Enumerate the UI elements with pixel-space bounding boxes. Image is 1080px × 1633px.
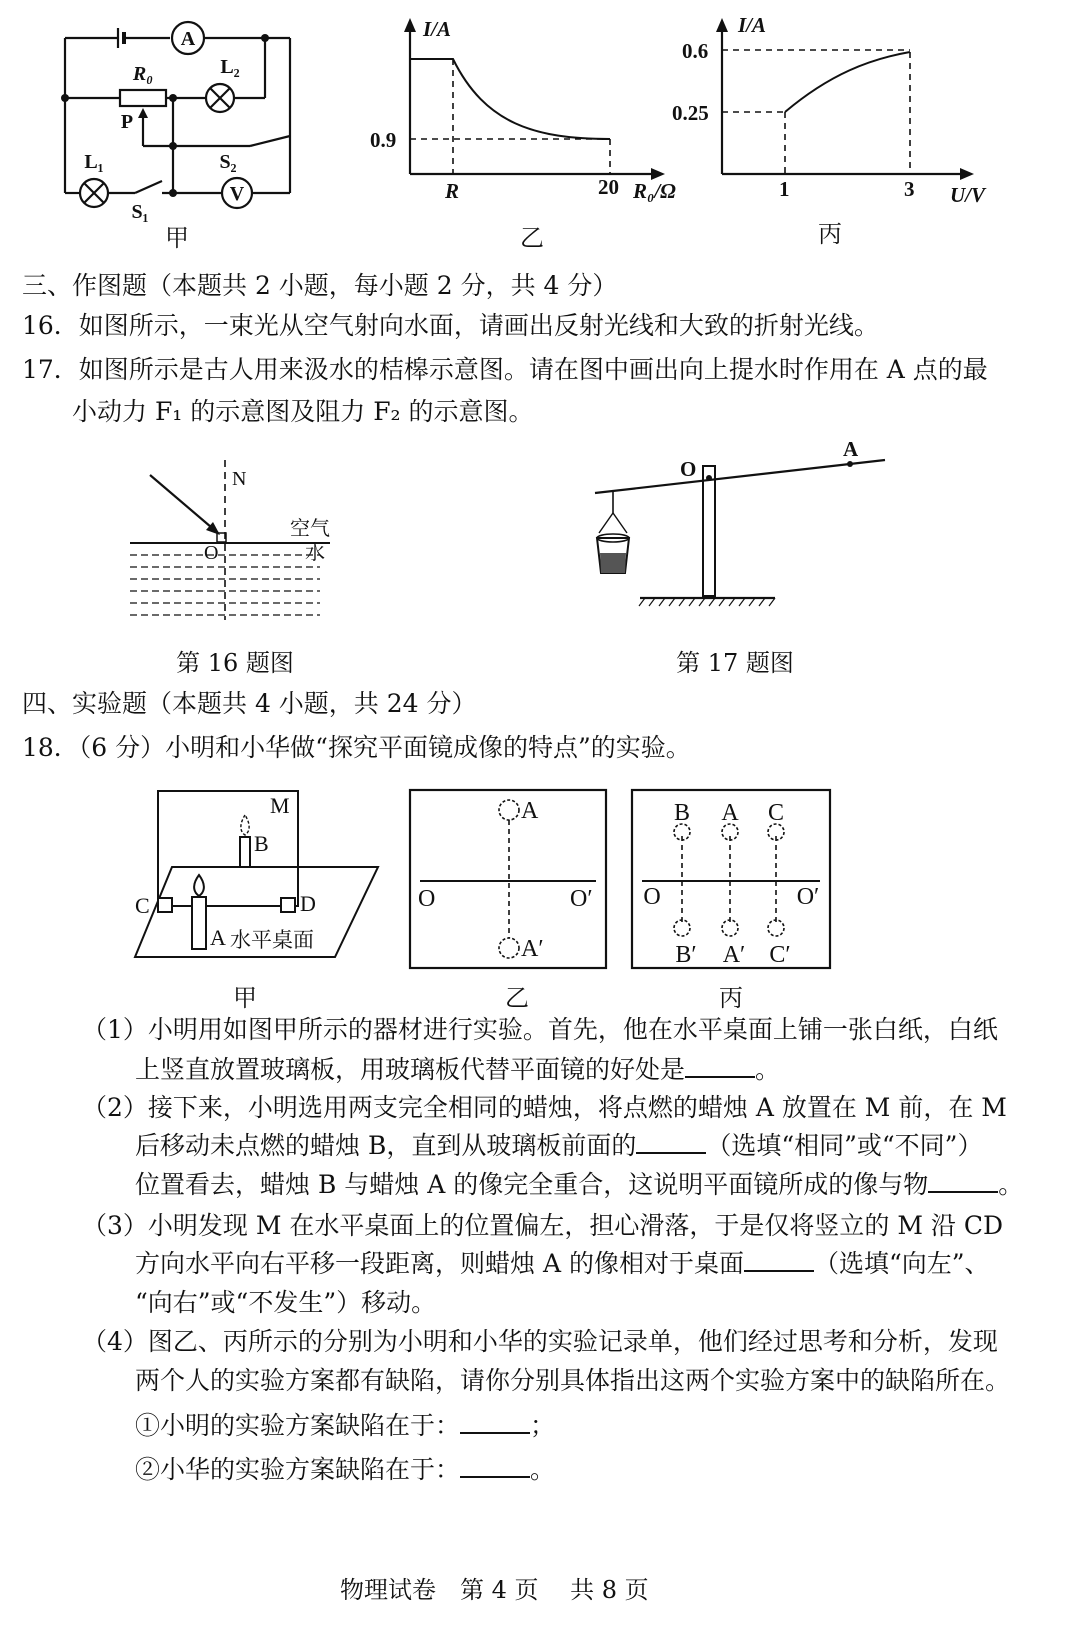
q18-part3-line1: （3）小明发现 M 在水平桌面上的位置偏左，担心滑落，于是仅将竖立的 M 沿 CD xyxy=(82,1211,1004,1240)
graph-bing-ytick-06: 0.6 xyxy=(682,39,709,63)
q18-part1-end: 。 xyxy=(755,1055,781,1084)
q18-part4-end2: 。 xyxy=(530,1455,556,1484)
q18-part4-line1: （4）图乙、丙所示的分别为小明和小华的实验记录单，他们经过思考和分析，发现 xyxy=(82,1327,998,1356)
page-footer: 物理试卷 第 4 页 共 8 页 xyxy=(340,1576,649,1604)
graph-bing xyxy=(660,4,1005,214)
question-17-line2: 小动力 F₁ 的示意图及阻力 F₂ 的示意图。 xyxy=(72,397,534,426)
l2-label: L₂ xyxy=(220,56,240,78)
voltmeter-label: V xyxy=(229,183,245,205)
graph-yi-ytick: 0.9 xyxy=(370,128,397,152)
fig18bing-c2-label: C′ xyxy=(769,942,791,968)
figure-18-yi xyxy=(408,788,608,970)
q18-part3-line2 xyxy=(135,1246,990,1282)
q18-part3-line3: “向右”或“不发生”）移动。 xyxy=(135,1288,437,1317)
q18-part4-blank2[interactable] xyxy=(460,1452,530,1478)
fig18jia-m-label: M xyxy=(270,793,290,818)
figure-17 xyxy=(585,438,895,608)
q18-part2-blank2[interactable] xyxy=(928,1167,998,1193)
graph-bing-ytick-025: 0.25 xyxy=(672,101,709,125)
caption-18-jia: 甲 xyxy=(233,984,257,1012)
caption-fig17: 第 17 题图 xyxy=(676,649,794,677)
fig18jia-a-label: A xyxy=(210,925,226,950)
q18-part1-blank[interactable] xyxy=(685,1052,755,1078)
fig16-air-label: 空气 xyxy=(290,518,330,540)
fig18bing-o2-label: O′ xyxy=(796,884,820,910)
section3-heading: 三、作图题（本题共 2 小题，每小题 2 分，共 4 分） xyxy=(22,271,618,300)
figure-16 xyxy=(120,455,350,625)
q18-part3-blank[interactable] xyxy=(744,1246,814,1272)
fig16-o-label: O xyxy=(204,542,219,564)
fig16-n-label: N xyxy=(232,468,247,490)
fig18bing-a-label: A xyxy=(721,800,739,826)
q18-part3-text: 方向水平向右平移一段距离，则蜡烛 A 的像相对于桌面 xyxy=(135,1249,744,1278)
q18-part2-text2: 位置看去，蜡烛 B 与蜡烛 A 的像完全重合，这说明平面镜所成的像与物 xyxy=(135,1170,929,1199)
figure-18-bing xyxy=(630,788,832,970)
caption-yi-top: 乙 xyxy=(520,224,544,252)
q18-part2-line2 xyxy=(135,1128,982,1164)
graph-yi xyxy=(365,14,685,214)
fig18yi-a2-label: A′ xyxy=(521,936,544,962)
caption-18-bing: 丙 xyxy=(719,984,743,1012)
fig17-o-label: O xyxy=(680,457,697,481)
q18-part2-end: 。 xyxy=(998,1170,1024,1199)
fig18bing-c-label: C xyxy=(767,800,785,826)
question-17-line1: 17．如图所示是古人用来汲水的桔槔示意图。请在图中画出向上提水时作用在 A 点的最 xyxy=(22,355,988,384)
fig18yi-o2-label: O′ xyxy=(570,886,593,912)
fig18jia-d-label: D xyxy=(300,891,316,916)
fig18yi-o-label: O xyxy=(418,886,436,912)
q18-part2-text: 后移动未点燃的蜡烛 B，直到从玻璃板前面的 xyxy=(135,1131,637,1160)
caption-bing-top: 丙 xyxy=(818,220,842,248)
q18-part4-text1: ①小明的实验方案缺陷在于： xyxy=(135,1411,461,1440)
caption-fig16: 第 16 题图 xyxy=(176,649,294,677)
fig18bing-b-label: B xyxy=(673,800,691,826)
q18-part4-line2: 两个人的实验方案都有缺陷，请你分别具体指出这两个实验方案中的缺陷所在。 xyxy=(135,1366,1011,1395)
fig18jia-b-label: B xyxy=(254,831,269,856)
fig18bing-b2-label: B′ xyxy=(675,942,697,968)
q18-part3-hint: （选填“向左”、 xyxy=(813,1249,990,1278)
graph-bing-ylabel: I/A xyxy=(738,13,767,37)
q18-part4-end1: ； xyxy=(530,1411,556,1440)
q18-part2-line3 xyxy=(135,1167,1023,1203)
circuit-diagram-jia xyxy=(50,18,310,228)
q18-part2-blank1[interactable] xyxy=(636,1128,706,1154)
fig18jia-c-label: C xyxy=(135,893,150,918)
s2-label: S₂ xyxy=(219,151,237,173)
fig17-a-label: A xyxy=(843,438,859,461)
section4-heading: 四、实验题（本题共 4 小题，共 24 分） xyxy=(22,689,477,718)
question-18: 18．（6 分）小明和小华做“探究平面镜成像的特点”的实验。 xyxy=(22,733,691,762)
caption-18-yi: 乙 xyxy=(505,984,529,1012)
q18-part4-line3 xyxy=(135,1408,555,1444)
caption-jia-top: 甲 xyxy=(165,224,189,252)
graph-bing-xlabel: U/V xyxy=(950,183,986,207)
graph-bing-xtick-3: 3 xyxy=(904,177,915,201)
graph-yi-xlabel: R₀/Ω xyxy=(633,179,676,203)
fig18bing-a2-label: A′ xyxy=(722,942,746,968)
q18-part1-line1: （1）小明用如图甲所示的器材进行实验。首先，他在水平桌面上铺一张白纸，白纸 xyxy=(82,1015,998,1044)
fig16-water-label: 水 xyxy=(305,542,325,564)
graph-yi-ylabel: I/A xyxy=(423,17,452,41)
q18-part4-line4 xyxy=(135,1452,555,1488)
q18-part4-text2: ②小华的实验方案缺陷在于： xyxy=(135,1455,461,1484)
graph-bing-xtick-1: 1 xyxy=(779,177,790,201)
fig18yi-a-label: A xyxy=(521,798,539,824)
fig18jia-table-label: 水平桌面 xyxy=(230,928,314,952)
l1-label: L₁ xyxy=(84,151,104,173)
q18-part1-line2 xyxy=(135,1052,780,1088)
slider-p-label: P xyxy=(120,111,134,133)
question-16: 16．如图所示，一束光从空气射向水面，请画出反射光线和大致的折射光线。 xyxy=(22,311,879,340)
figure-18-jia xyxy=(130,785,390,975)
q18-part2-hint: （选填“相同”或“不同”） xyxy=(706,1131,983,1160)
fig18bing-o-label: O xyxy=(643,884,661,910)
graph-yi-xtick-20: 20 xyxy=(598,175,619,199)
q18-part1-text: 上竖直放置玻璃板，用玻璃板代替平面镜的好处是 xyxy=(135,1055,686,1084)
ammeter-label: A xyxy=(180,28,196,50)
q18-part4-blank1[interactable] xyxy=(460,1408,530,1434)
s1-label: S₁ xyxy=(131,201,149,223)
r0-label: R₀ xyxy=(132,63,154,85)
q18-part2-line1: （2）接下来，小明选用两支完全相同的蜡烛，将点燃的蜡烛 A 放置在 M 前，在 M xyxy=(82,1093,1007,1122)
graph-yi-xtick-r: R xyxy=(445,179,460,203)
